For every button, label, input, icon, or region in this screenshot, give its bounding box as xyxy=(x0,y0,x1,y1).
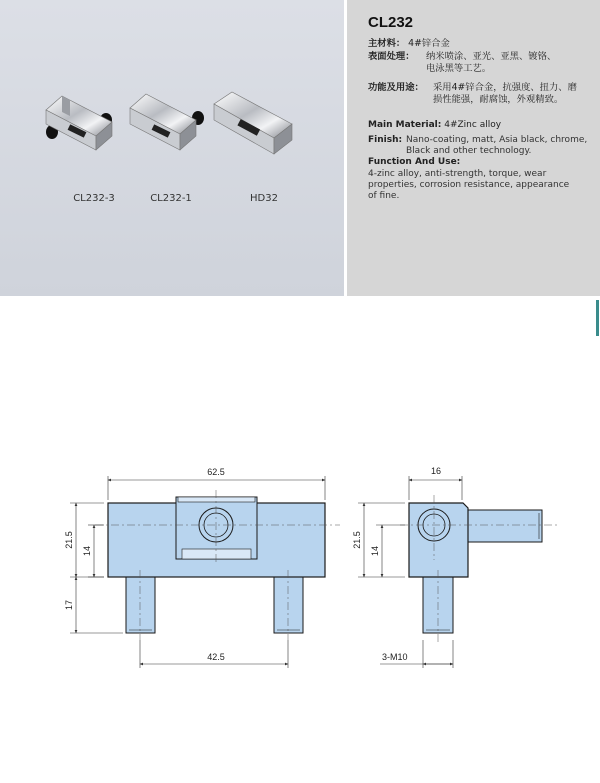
en-function-line-1: 4-zinc alloy, anti-strength, torque, wear xyxy=(368,169,547,179)
cn-surface-key: 表面处理： xyxy=(368,51,415,62)
cn-material-row xyxy=(368,38,450,50)
dim-front-width: 62.5 xyxy=(207,467,225,477)
en-finish-value xyxy=(406,135,587,157)
dim-side-width: 16 xyxy=(430,466,442,476)
front-body xyxy=(108,503,325,577)
cn-surface-value xyxy=(426,51,556,75)
cn-surface-row xyxy=(368,51,415,63)
cn-surface-line-1: 纳米喷涂、亚光、亚黑、镀铬、 xyxy=(426,51,557,62)
side-stud-horizontal xyxy=(468,510,542,542)
dim-front-spacing: 42.5 xyxy=(207,652,225,662)
en-function-row xyxy=(368,157,460,168)
spec-panel xyxy=(347,0,600,296)
en-material-row xyxy=(368,120,501,131)
dim-front-inner: 14 xyxy=(82,545,92,557)
en-function-line-2: properties, corrosion resistance, appearance xyxy=(368,180,570,190)
en-material-key: Main Material: xyxy=(368,120,442,130)
en-function-line-3: of fine. xyxy=(368,191,400,201)
front-center-block xyxy=(176,497,257,559)
product-label-1: CL232-3 xyxy=(73,193,115,204)
en-function-key: Function And Use: xyxy=(368,157,461,167)
cn-function-key: 功能及用途： xyxy=(368,82,424,93)
cn-function-line-1: 采用4#锌合金，抗强度、扭力、磨 xyxy=(433,82,577,93)
side-stud-vertical xyxy=(423,577,453,633)
cn-material-key: 主材料： xyxy=(368,38,406,49)
product-photos xyxy=(0,0,344,296)
hinge-photo-cl232-1 xyxy=(130,94,204,150)
side-view xyxy=(352,466,560,668)
cn-function-line-2: 损性能强，耐腐蚀，外观精致。 xyxy=(433,94,564,105)
en-finish-key: Finish: xyxy=(368,135,403,145)
dim-side-inner: 14 xyxy=(370,545,380,557)
en-material-value: 4#Zinc alloy xyxy=(444,120,502,130)
cn-function-row xyxy=(368,82,424,94)
dim-front-stud: 17 xyxy=(64,599,74,611)
front-view xyxy=(64,467,340,668)
dim-side-thread: 3-M10 xyxy=(382,652,408,662)
hinge-photo-cl232-3 xyxy=(46,96,112,150)
cn-function-value xyxy=(433,82,577,106)
en-finish-line-2: Black and other technology. xyxy=(406,146,532,156)
product-label-3: HD32 xyxy=(250,193,278,204)
dim-side-height: 21.5 xyxy=(352,531,362,549)
cn-surface-line-2: 电泳黑等工艺。 xyxy=(426,63,492,74)
hinge-photo-hd32 xyxy=(214,92,292,154)
dim-front-height: 21.5 xyxy=(64,531,74,549)
en-finish-row xyxy=(368,135,402,146)
edge-accent-bar xyxy=(596,300,599,336)
product-photo-panel xyxy=(0,0,344,296)
side-body xyxy=(409,503,468,577)
front-stud-right xyxy=(274,577,303,633)
product-label-2: CL232-1 xyxy=(150,193,192,204)
cn-material-value: 4#锌合金 xyxy=(408,38,450,49)
en-function-value xyxy=(368,169,594,202)
en-finish-line-1: Nano-coating, matt, Asia black, chrome, xyxy=(406,135,588,145)
product-title: CL232 xyxy=(368,14,414,31)
front-stud-left xyxy=(126,577,155,633)
